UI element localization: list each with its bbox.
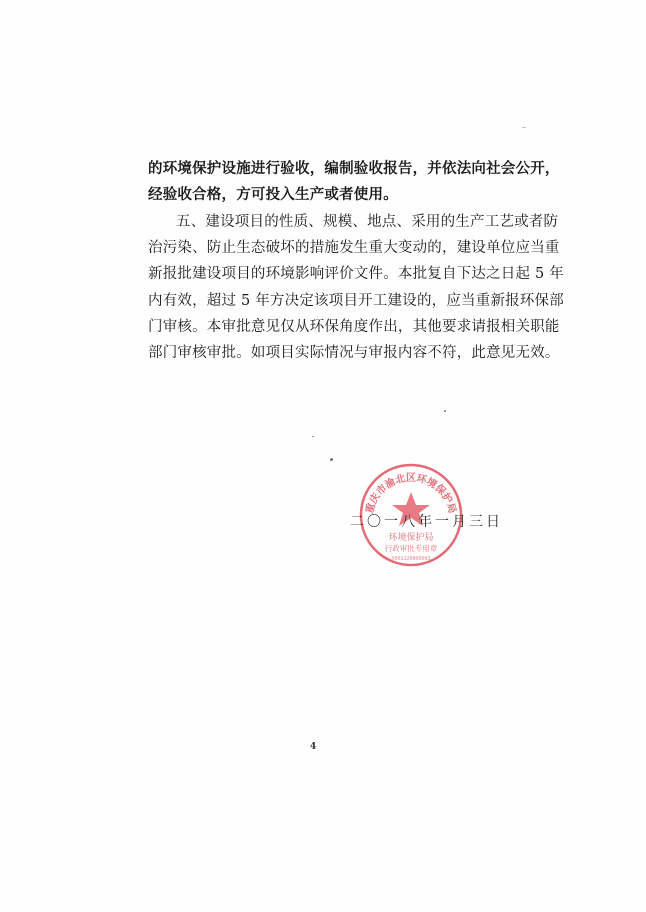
body-line-2: 经验收合格，方可投入生产或者使用。	[148, 186, 398, 203]
scan-speck	[444, 410, 446, 412]
seal-inner-text-2: 行政审批专用章	[384, 544, 438, 553]
body-line-1: 的环境保护设施进行验收，编制验收报告，并依法向社会公开，	[148, 160, 560, 177]
scan-speck	[312, 436, 314, 437]
seal-serial: 5001120000003	[391, 556, 431, 562]
seal-outer-text: 重庆市渝北区环境保护局	[364, 473, 458, 515]
body-line-6: 内有效，超过 5 年方决定该项目开工建设的，应当重新报环保部	[148, 293, 564, 309]
scan-speck	[522, 127, 526, 128]
scan-speck	[330, 458, 333, 461]
page-number: 4	[310, 742, 317, 752]
body-line-8: 部门审核审批。如项目实际情况与审报内容不符，此意见无效。	[148, 345, 560, 361]
body-line-7: 门审核。本审批意见仅从环保角度作出，其他要求请报相关职能	[148, 319, 560, 335]
document-date: 二〇一八年一月三日	[350, 514, 503, 530]
seal-inner-text-1: 环境保护局	[388, 533, 434, 543]
body-line-5: 新报批建设项目的环境影响评价文件。本批复自下达之日起 5 年	[148, 266, 564, 282]
body-line-4: 治污染、防止生态破坏的措施发生重大变动的，建设单位应当重	[148, 240, 560, 256]
body-line-3: 五、建设项目的性质、规模、地点、采用的生产工艺或者防	[176, 214, 559, 230]
